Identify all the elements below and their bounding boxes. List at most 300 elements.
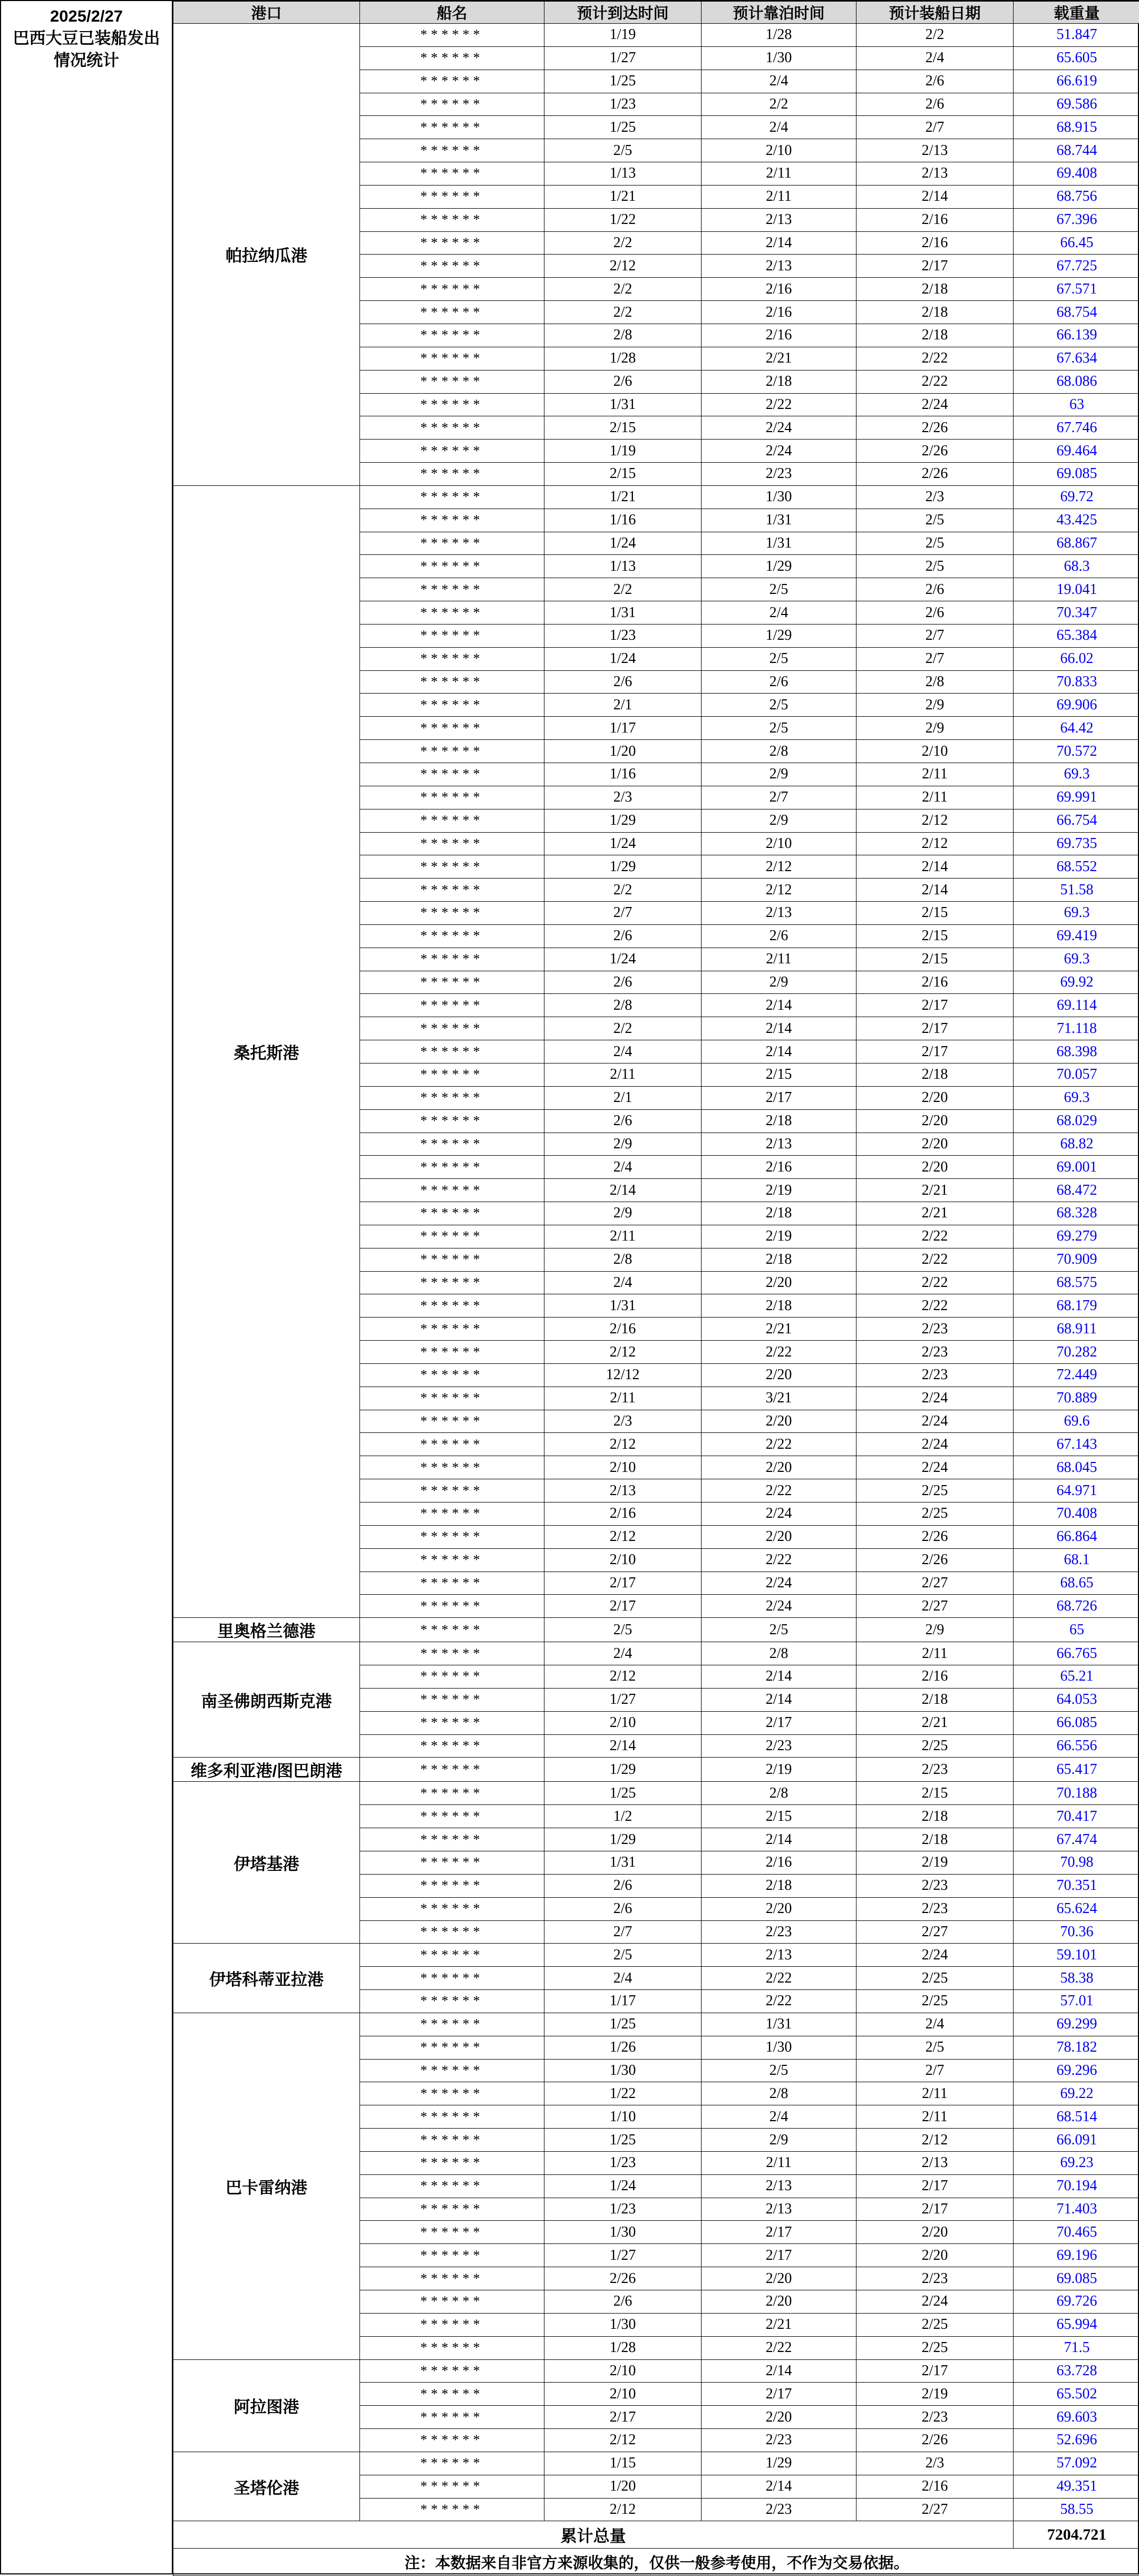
berthing-date-cell: 2/23: [702, 1734, 856, 1758]
ship-name-cell: ******: [360, 93, 544, 116]
arrival-date-cell: 1/21: [544, 485, 702, 509]
deadweight-cell: 69.3: [1014, 1086, 1139, 1109]
berthing-date-cell: 2/23: [702, 463, 856, 486]
arrival-date-cell: 2/12: [544, 1525, 702, 1548]
ship-name-cell: ******: [360, 1758, 544, 1782]
ship-name-cell: ******: [360, 1967, 544, 1990]
loading-date-cell: 2/21: [856, 1711, 1014, 1734]
ship-name-cell: ******: [360, 1017, 544, 1040]
deadweight-cell: 65.384: [1014, 624, 1139, 647]
deadweight-cell: 69.22: [1014, 2082, 1139, 2105]
berthing-date-cell: 2/20: [702, 2267, 856, 2290]
arrival-date-cell: 1/17: [544, 1990, 702, 2013]
deadweight-cell: 66.754: [1014, 809, 1139, 832]
arrival-date-cell: 1/16: [544, 509, 702, 532]
ship-name-cell: ******: [360, 740, 544, 763]
arrival-date-cell: 2/15: [544, 463, 702, 486]
arrival-date-cell: 1/2: [544, 1805, 702, 1828]
deadweight-cell: 68.911: [1014, 1318, 1139, 1341]
deadweight-cell: 68.179: [1014, 1294, 1139, 1318]
berthing-date-cell: 2/17: [702, 2244, 856, 2267]
loading-date-cell: 2/4: [856, 46, 1014, 70]
berthing-date-cell: 2/4: [702, 2105, 856, 2129]
ship-name-cell: ******: [360, 2036, 544, 2059]
loading-date-cell: 2/24: [856, 1944, 1014, 1967]
berthing-date-cell: 2/16: [702, 324, 856, 347]
deadweight-cell: 65.417: [1014, 1758, 1139, 1782]
ship-name-cell: ******: [360, 809, 544, 832]
ship-name-cell: ******: [360, 2267, 544, 2290]
ship-name-cell: ******: [360, 1618, 544, 1642]
deadweight-cell: 72.449: [1014, 1363, 1139, 1387]
deadweight-cell: 57.092: [1014, 2452, 1139, 2475]
ship-name-cell: ******: [360, 855, 544, 879]
loading-date-cell: 2/19: [856, 2383, 1014, 2406]
ship-name-cell: ******: [360, 2129, 544, 2152]
berthing-date-cell: 2/14: [702, 994, 856, 1017]
table-body: [173, 24, 1139, 2521]
ship-name-cell: ******: [360, 370, 544, 393]
loading-date-cell: 2/20: [856, 2244, 1014, 2267]
ship-name-cell: ******: [360, 1294, 544, 1318]
berthing-date-cell: 2/4: [702, 116, 856, 139]
loading-date-cell: 2/8: [856, 670, 1014, 694]
deadweight-cell: 70.188: [1014, 1782, 1139, 1805]
deadweight-cell: 66.619: [1014, 70, 1139, 93]
ship-name-cell: ******: [360, 1805, 544, 1828]
ship-name-cell: ******: [360, 255, 544, 278]
ship-name-cell: ******: [360, 902, 544, 925]
loading-date-cell: 2/26: [856, 2429, 1014, 2452]
loading-date-cell: 2/14: [856, 855, 1014, 879]
ship-name-cell: ******: [360, 2429, 544, 2452]
ship-name-cell: ******: [360, 601, 544, 625]
arrival-date-cell: 1/30: [544, 2313, 702, 2336]
loading-date-cell: 2/23: [856, 1758, 1014, 1782]
ship-name-cell: ******: [360, 1897, 544, 1920]
deadweight-cell: 69.603: [1014, 2406, 1139, 2429]
loading-date-cell: 2/27: [856, 1595, 1014, 1618]
loading-date-cell: 2/14: [856, 185, 1014, 208]
ship-name-cell: ******: [360, 2313, 544, 2336]
deadweight-cell: 65.994: [1014, 2313, 1139, 2336]
berthing-date-cell: 2/11: [702, 162, 856, 186]
arrival-date-cell: 2/2: [544, 1017, 702, 1040]
deadweight-cell: 67.143: [1014, 1433, 1139, 1456]
loading-date-cell: 2/17: [856, 255, 1014, 278]
ship-name-cell: ******: [360, 555, 544, 578]
loading-date-cell: 2/15: [856, 902, 1014, 925]
arrival-date-cell: 2/17: [544, 1572, 702, 1595]
berthing-date-cell: 2/5: [702, 1618, 856, 1642]
deadweight-cell: 66.765: [1014, 1642, 1139, 1665]
deadweight-cell: 68.086: [1014, 370, 1139, 393]
ship-name-cell: ******: [360, 832, 544, 855]
loading-date-cell: 2/17: [856, 2359, 1014, 2383]
arrival-date-cell: 2/6: [544, 1109, 702, 1133]
berthing-date-cell: 2/5: [702, 2059, 856, 2082]
arrival-date-cell: 1/27: [544, 2244, 702, 2267]
deadweight-cell: 71.118: [1014, 1017, 1139, 1040]
berthing-date-cell: 2/20: [702, 2290, 856, 2314]
arrival-date-cell: 1/13: [544, 162, 702, 186]
berthing-date-cell: 1/29: [702, 555, 856, 578]
berthing-date-cell: 2/14: [702, 1828, 856, 1851]
arrival-date-cell: 2/3: [544, 1410, 702, 1433]
deadweight-cell: 68.575: [1014, 1271, 1139, 1294]
loading-date-cell: 2/17: [856, 994, 1014, 1017]
ship-name-cell: ******: [360, 1109, 544, 1133]
ship-name-cell: ******: [360, 578, 544, 601]
arrival-date-cell: 2/13: [544, 1479, 702, 1502]
deadweight-cell: 69.726: [1014, 2290, 1139, 2314]
berthing-date-cell: 1/29: [702, 624, 856, 647]
berthing-date-cell: 2/8: [702, 1782, 856, 1805]
ship-name-cell: ******: [360, 1063, 544, 1086]
deadweight-cell: 70.351: [1014, 1874, 1139, 1897]
arrival-date-cell: 1/28: [544, 347, 702, 370]
loading-date-cell: 2/16: [856, 971, 1014, 994]
loading-date-cell: 2/16: [856, 2475, 1014, 2498]
deadweight-cell: 66.085: [1014, 1711, 1139, 1734]
loading-date-cell: 2/19: [856, 1851, 1014, 1874]
ship-name-cell: ******: [360, 786, 544, 809]
berthing-date-cell: 2/19: [702, 1758, 856, 1782]
ship-name-cell: ******: [360, 2359, 544, 2383]
arrival-date-cell: 1/17: [544, 717, 702, 740]
arrival-date-cell: 2/6: [544, 2290, 702, 2314]
loading-date-cell: 2/27: [856, 1920, 1014, 1944]
arrival-date-cell: 2/6: [544, 924, 702, 948]
loading-date-cell: 2/5: [856, 509, 1014, 532]
berthing-date-cell: 2/8: [702, 2082, 856, 2105]
berthing-date-cell: 2/13: [702, 2174, 856, 2198]
berthing-date-cell: 2/14: [702, 231, 856, 255]
ship-name-cell: ******: [360, 1595, 544, 1618]
berthing-date-cell: 2/18: [702, 1294, 856, 1318]
arrival-date-cell: 2/14: [544, 1734, 702, 1758]
loading-date-cell: 2/24: [856, 2290, 1014, 2314]
deadweight-cell: 65: [1014, 1618, 1139, 1642]
loading-date-cell: 2/21: [856, 1202, 1014, 1225]
port-name-cell: 帕拉纳瓜港: [173, 24, 360, 486]
total-label: 累计总量: [173, 2521, 1014, 2549]
ship-name-cell: ******: [360, 1433, 544, 1456]
port-name-cell: 圣塔伦港: [173, 2452, 360, 2521]
arrival-date-cell: 1/27: [544, 46, 702, 70]
ship-name-cell: ******: [360, 1874, 544, 1897]
deadweight-cell: 65.624: [1014, 1897, 1139, 1920]
deadweight-cell: 69.92: [1014, 971, 1139, 994]
ship-name-cell: ******: [360, 1665, 544, 1689]
loading-date-cell: 2/18: [856, 1828, 1014, 1851]
loading-date-cell: 2/20: [856, 2221, 1014, 2244]
loading-date-cell: 2/25: [856, 1990, 1014, 2013]
berthing-date-cell: 2/13: [702, 1133, 856, 1156]
loading-date-cell: 2/4: [856, 2013, 1014, 2036]
loading-date-cell: 2/6: [856, 70, 1014, 93]
berthing-date-cell: 2/17: [702, 2221, 856, 2244]
deadweight-cell: 68.915: [1014, 116, 1139, 139]
arrival-date-cell: 2/8: [544, 324, 702, 347]
deadweight-cell: 69.72: [1014, 485, 1139, 509]
ship-name-cell: ******: [360, 2336, 544, 2359]
berthing-date-cell: 2/10: [702, 139, 856, 162]
berthing-date-cell: 1/28: [702, 24, 856, 47]
ship-name-cell: ******: [360, 1711, 544, 1734]
berthing-date-cell: 2/13: [702, 2198, 856, 2221]
deadweight-cell: 69.906: [1014, 694, 1139, 717]
deadweight-cell: 69.464: [1014, 440, 1139, 463]
deadweight-cell: 68.65: [1014, 1572, 1139, 1595]
berthing-date-cell: 2/20: [702, 1897, 856, 1920]
ship-name-cell: ******: [360, 440, 544, 463]
deadweight-cell: 71.403: [1014, 2198, 1139, 2221]
loading-date-cell: 2/23: [856, 1897, 1014, 1920]
deadweight-cell: 69.296: [1014, 2059, 1139, 2082]
deadweight-cell: 68.756: [1014, 185, 1139, 208]
ship-name-cell: ******: [360, 1920, 544, 1944]
table-footer: [173, 2521, 1139, 2576]
deadweight-cell: 67.746: [1014, 416, 1139, 440]
deadweight-cell: 69.196: [1014, 2244, 1139, 2267]
loading-date-cell: 2/20: [856, 1133, 1014, 1156]
loading-date-cell: 2/17: [856, 1040, 1014, 1063]
loading-date-cell: 2/25: [856, 1502, 1014, 1526]
deadweight-cell: 69.085: [1014, 2267, 1139, 2290]
loading-date-cell: 2/6: [856, 578, 1014, 601]
ship-name-cell: ******: [360, 1363, 544, 1387]
arrival-date-cell: 2/15: [544, 416, 702, 440]
arrival-date-cell: 2/4: [544, 1271, 702, 1294]
loading-date-cell: 2/18: [856, 324, 1014, 347]
ship-name-cell: ******: [360, 1248, 544, 1271]
loading-date-cell: 2/16: [856, 231, 1014, 255]
ship-name-cell: ******: [360, 2198, 544, 2221]
arrival-date-cell: 2/26: [544, 2267, 702, 2290]
berthing-date-cell: 2/8: [702, 740, 856, 763]
deadweight-cell: 58.38: [1014, 1967, 1139, 1990]
ship-name-cell: ******: [360, 2244, 544, 2267]
loading-date-cell: 2/26: [856, 463, 1014, 486]
ship-name-cell: ******: [360, 1734, 544, 1758]
arrival-date-cell: 2/8: [544, 994, 702, 1017]
ship-name-cell: ******: [360, 1688, 544, 1711]
ship-name-cell: ******: [360, 1828, 544, 1851]
deadweight-cell: 51.847: [1014, 24, 1139, 47]
berthing-date-cell: 2/9: [702, 763, 856, 786]
deadweight-cell: 78.182: [1014, 2036, 1139, 2059]
arrival-date-cell: 1/31: [544, 1294, 702, 1318]
berthing-date-cell: 2/18: [702, 1248, 856, 1271]
berthing-date-cell: 2/2: [702, 93, 856, 116]
arrival-date-cell: 2/10: [544, 1548, 702, 1572]
berthing-date-cell: 2/19: [702, 1179, 856, 1202]
arrival-date-cell: 1/13: [544, 555, 702, 578]
arrival-date-cell: 1/22: [544, 208, 702, 231]
loading-date-cell: 2/24: [856, 1433, 1014, 1456]
deadweight-cell: 69.299: [1014, 2013, 1139, 2036]
berthing-date-cell: 1/30: [702, 46, 856, 70]
port-name-cell: 阿拉图港: [173, 2359, 360, 2452]
arrival-date-cell: 1/27: [544, 1688, 702, 1711]
berthing-date-cell: 2/14: [702, 2475, 856, 2498]
table-row: [173, 2452, 1139, 2475]
deadweight-cell: 69.3: [1014, 902, 1139, 925]
ship-name-cell: ******: [360, 1782, 544, 1805]
arrival-date-cell: 1/16: [544, 763, 702, 786]
berthing-date-cell: 2/17: [702, 1711, 856, 1734]
deadweight-cell: 67.725: [1014, 255, 1139, 278]
loading-date-cell: 2/18: [856, 278, 1014, 301]
ship-name-cell: ******: [360, 324, 544, 347]
arrival-date-cell: 1/31: [544, 1851, 702, 1874]
deadweight-cell: 68.328: [1014, 1202, 1139, 1225]
ship-name-cell: ******: [360, 2452, 544, 2475]
loading-date-cell: 2/23: [856, 1341, 1014, 1364]
deadweight-cell: 64.971: [1014, 1479, 1139, 1502]
berthing-date-cell: 2/13: [702, 208, 856, 231]
berthing-date-cell: 2/22: [702, 1548, 856, 1572]
arrival-date-cell: 2/5: [544, 1618, 702, 1642]
deadweight-cell: 68.029: [1014, 1109, 1139, 1133]
deadweight-cell: 69.586: [1014, 93, 1139, 116]
arrival-date-cell: 1/30: [544, 2059, 702, 2082]
arrival-date-cell: 2/2: [544, 278, 702, 301]
table-row: [173, 1618, 1139, 1642]
loading-date-cell: 2/26: [856, 1525, 1014, 1548]
berthing-date-cell: 2/12: [702, 879, 856, 902]
loading-date-cell: 2/21: [856, 1179, 1014, 1202]
ship-name-cell: ******: [360, 1525, 544, 1548]
berthing-date-cell: 2/15: [702, 1063, 856, 1086]
report-title-line2: 情况统计: [1, 50, 172, 72]
berthing-date-cell: 2/12: [702, 855, 856, 879]
loading-date-cell: 2/11: [856, 2105, 1014, 2129]
ship-name-cell: ******: [360, 1410, 544, 1433]
deadweight-cell: 68.398: [1014, 1040, 1139, 1063]
ship-name-cell: ******: [360, 1133, 544, 1156]
deadweight-cell: 67.396: [1014, 208, 1139, 231]
ship-name-cell: ******: [360, 393, 544, 416]
ship-name-cell: ******: [360, 231, 544, 255]
arrival-date-cell: 2/2: [544, 231, 702, 255]
arrival-date-cell: 2/9: [544, 1202, 702, 1225]
arrival-date-cell: 2/4: [544, 1040, 702, 1063]
berthing-date-cell: 2/5: [702, 694, 856, 717]
total-value: 7204.721: [1014, 2521, 1139, 2549]
deadweight-cell: 70.057: [1014, 1063, 1139, 1086]
arrival-date-cell: 1/31: [544, 393, 702, 416]
arrival-date-cell: 2/1: [544, 1086, 702, 1109]
loading-date-cell: 2/7: [856, 2059, 1014, 2082]
berthing-date-cell: 2/20: [702, 1363, 856, 1387]
deadweight-cell: 70.347: [1014, 601, 1139, 625]
shipping-table: [173, 1, 1139, 2576]
deadweight-cell: 69.23: [1014, 2151, 1139, 2174]
deadweight-cell: 71.5: [1014, 2336, 1139, 2359]
note-row: [173, 2549, 1139, 2576]
table-row: [173, 1758, 1139, 1782]
ship-name-cell: ******: [360, 485, 544, 509]
loading-date-cell: 2/27: [856, 1572, 1014, 1595]
deadweight-cell: 64.42: [1014, 717, 1139, 740]
arrival-date-cell: 2/11: [544, 1063, 702, 1086]
loading-date-cell: 2/2: [856, 24, 1014, 47]
arrival-date-cell: 2/5: [544, 1944, 702, 1967]
loading-date-cell: 2/26: [856, 1548, 1014, 1572]
arrival-date-cell: 1/29: [544, 855, 702, 879]
deadweight-cell: 70.833: [1014, 670, 1139, 694]
deadweight-cell: 68.867: [1014, 532, 1139, 555]
ship-name-cell: ******: [360, 948, 544, 971]
arrival-date-cell: 2/11: [544, 1387, 702, 1410]
berthing-date-cell: 2/22: [702, 2336, 856, 2359]
loading-date-cell: 2/24: [856, 1456, 1014, 1479]
berthing-date-cell: 2/21: [702, 347, 856, 370]
report-title: [1, 1, 173, 2573]
berthing-date-cell: 2/18: [702, 1874, 856, 1897]
column-header-port: 港口: [173, 2, 360, 24]
berthing-date-cell: 2/14: [702, 1017, 856, 1040]
berthing-date-cell: 2/13: [702, 255, 856, 278]
berthing-date-cell: 2/22: [702, 1967, 856, 1990]
arrival-date-cell: 1/29: [544, 809, 702, 832]
arrival-date-cell: 1/29: [544, 1758, 702, 1782]
deadweight-cell: 68.1: [1014, 1548, 1139, 1572]
deadweight-cell: 65.21: [1014, 1665, 1139, 1689]
deadweight-cell: 68.472: [1014, 1179, 1139, 1202]
loading-date-cell: 2/15: [856, 948, 1014, 971]
berthing-date-cell: 1/30: [702, 485, 856, 509]
deadweight-cell: 70.36: [1014, 1920, 1139, 1944]
arrival-date-cell: 2/17: [544, 2406, 702, 2429]
berthing-date-cell: 2/20: [702, 1456, 856, 1479]
loading-date-cell: 2/3: [856, 2452, 1014, 2475]
ship-name-cell: ******: [360, 2151, 544, 2174]
berthing-date-cell: 2/23: [702, 2429, 856, 2452]
column-header-deadweight: 载重量: [1014, 2, 1139, 24]
loading-date-cell: 2/12: [856, 2129, 1014, 2152]
arrival-date-cell: 2/14: [544, 1179, 702, 1202]
deadweight-cell: 66.139: [1014, 324, 1139, 347]
loading-date-cell: 2/17: [856, 2174, 1014, 2198]
arrival-date-cell: 2/4: [544, 1156, 702, 1179]
ship-name-cell: ******: [360, 162, 544, 186]
deadweight-cell: 70.282: [1014, 1341, 1139, 1364]
ship-name-cell: ******: [360, 1944, 544, 1967]
deadweight-cell: 63: [1014, 393, 1139, 416]
port-name-cell: 维多利亚港/图巴朗港: [173, 1758, 360, 1782]
loading-date-cell: 2/11: [856, 786, 1014, 809]
ship-name-cell: ******: [360, 1156, 544, 1179]
loading-date-cell: 2/5: [856, 532, 1014, 555]
loading-date-cell: 2/12: [856, 832, 1014, 855]
deadweight-cell: 68.726: [1014, 1595, 1139, 1618]
ship-name-cell: ******: [360, 647, 544, 670]
berthing-date-cell: 2/24: [702, 1595, 856, 1618]
table-row: [173, 2359, 1139, 2383]
berthing-date-cell: 2/23: [702, 1920, 856, 1944]
loading-date-cell: 2/18: [856, 1063, 1014, 1086]
deadweight-cell: 69.3: [1014, 763, 1139, 786]
loading-date-cell: 2/27: [856, 2498, 1014, 2521]
berthing-date-cell: 2/22: [702, 1341, 856, 1364]
port-name-cell: 里奥格兰德港: [173, 1618, 360, 1642]
arrival-date-cell: 2/8: [544, 1248, 702, 1271]
loading-date-cell: 2/20: [856, 1109, 1014, 1133]
arrival-date-cell: 1/25: [544, 2129, 702, 2152]
